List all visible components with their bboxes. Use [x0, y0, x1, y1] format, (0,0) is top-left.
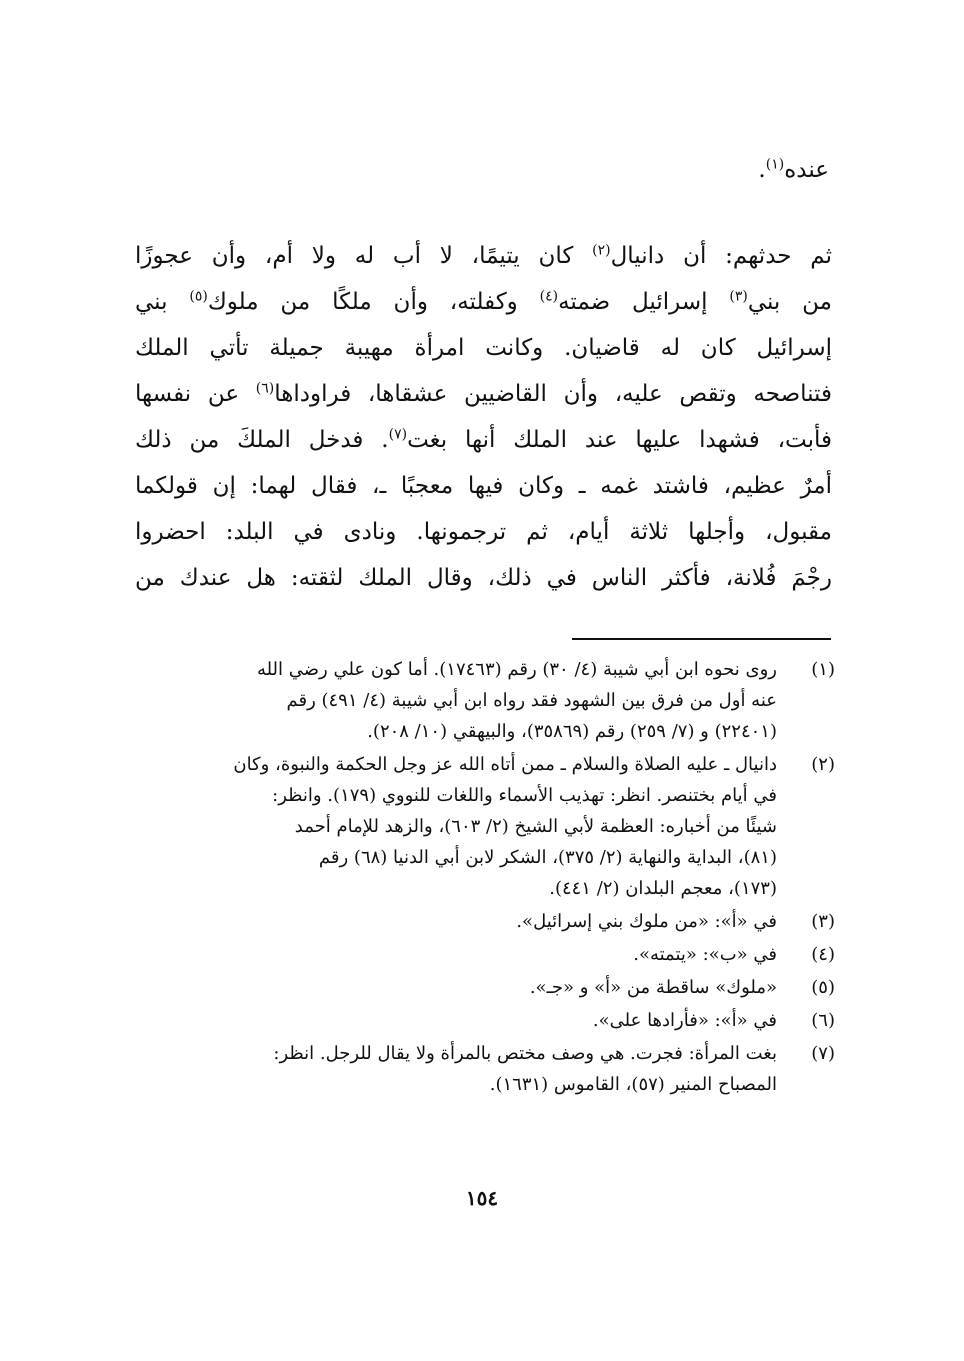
text-segment: ثم حدثهم: أن دانيال	[610, 243, 832, 269]
main-text	[135, 233, 832, 601]
footnote-marker: (٥)	[189, 288, 208, 305]
footnote-item	[135, 906, 835, 937]
text-segment: فأبت، فشهدا عليها عند الملك أنها بغت	[407, 427, 833, 453]
text-segment: وكفلته، وأن ملكًا من ملوك	[207, 289, 540, 315]
footnote-line: دانيال ـ عليه الصلاة والسلام ـ ممن أتاه الله عز وجل الحكمة والنبوة، وكان	[233, 754, 777, 775]
text-segment: إسرائيل كان له قاضيان. وكانت امرأة مهيبة جميلة تأتي الملك	[135, 335, 832, 361]
footnote-item	[135, 1005, 835, 1036]
continued-end-mark: .	[758, 157, 766, 183]
footnote-item	[135, 1038, 835, 1100]
footnote-line: في «أ»: «فأرادها على».	[592, 1010, 777, 1031]
footnote-text	[135, 1038, 777, 1100]
text-segment: بني	[135, 289, 190, 315]
continued-word: عنده	[784, 157, 829, 183]
footnote-line: (١٧٣)، معجم البلدان (٢/ ٤٤١).	[549, 878, 777, 899]
footnote-number: (٥)	[811, 977, 835, 998]
text-line	[135, 417, 832, 463]
footnote-marker: (٤)	[539, 288, 559, 305]
footnote-number: (٦)	[811, 1010, 835, 1031]
page-number: ١٥٤	[465, 1186, 499, 1210]
footnote-line: شيئًا من أخباره: العظمة لأبي الشيخ (٢/ ٦٠٣)، والزهد للإمام أحمد	[294, 816, 777, 837]
text-line	[135, 509, 832, 555]
text-segment: عن نفسها	[135, 381, 256, 407]
footnote-text	[135, 972, 777, 1003]
footnotes-section	[135, 654, 835, 1102]
footnote-text	[135, 939, 777, 970]
text-segment: فتناصحه وتقص عليه، وأن القاضيين عشقاها، فراوداها	[274, 381, 832, 407]
footnote-text	[135, 654, 777, 747]
footnote-text	[135, 749, 777, 904]
text-segment: رجْمَ فُلانة، فأكثر الناس في ذلك، وقال الملك لثقته: هل عندك من	[135, 565, 832, 591]
footnote-number: (١)	[811, 659, 835, 680]
footnote-number: (٢)	[811, 754, 835, 775]
text-segment: . فدخل الملكَ من ذلك	[135, 427, 389, 453]
footnote-line: (٨١)، البداية والنهاية (٢/ ٣٧٥)، الشكر لابن أبي الدنيا (٦٨) رقم	[318, 847, 777, 868]
text-segment: كان يتيمًا، لا أب له ولا أم، وأن عجوزًا	[135, 243, 593, 269]
text-line	[135, 233, 832, 279]
text-line	[135, 325, 832, 371]
text-segment: أمرٌ عظيم، فاشتد غمه ـ وكان فيها معجبًا ـ، فقال لهما: إن قولكما	[135, 473, 832, 499]
footnote-line: عنه أول من فرق بين الشهود فقد رواه ابن أبي شيبة (٤/ ٤٩١) رقم	[286, 690, 777, 711]
footnote-number: (٧)	[811, 1043, 835, 1064]
text-line	[135, 555, 832, 601]
footnote-marker: (٢)	[592, 242, 611, 259]
text-line	[135, 463, 832, 509]
text-line	[135, 279, 832, 325]
footnote-marker: (٧)	[388, 426, 408, 443]
footnote-line: المصباح المنير (٥٧)، القاموس (١٦٣١).	[489, 1074, 777, 1095]
footnote-line: (٢٢٤٠١) و (٧/ ٢٥٩) رقم (٣٥٨٦٩)، والبيهقي (١٠/ ٢٠٨).	[367, 721, 777, 742]
footnote-text	[135, 906, 777, 937]
text-segment: إسرائيل ضمته	[558, 289, 730, 315]
text-segment: مقبول، وأجلها ثلاثة أيام، ثم ترجمونها. ونادى في البلد: احضروا	[135, 519, 832, 545]
text-segment: من بني	[747, 289, 832, 315]
footnote-line: في «ب»: «يتمته».	[633, 944, 777, 965]
footnote-item	[135, 972, 835, 1003]
footnote-line: «ملوك» ساقطة من «أ» و «جـ».	[529, 977, 777, 998]
footnote-item	[135, 749, 835, 904]
footnote-line: في «أ»: «من ملوك بني إسرائيل».	[516, 911, 777, 932]
continued-text-line	[758, 150, 829, 190]
footnote-number: (٤)	[811, 944, 835, 965]
footnote-marker: (٣)	[729, 288, 748, 305]
footnote-text	[135, 1005, 777, 1036]
footnote-number: (٣)	[811, 911, 835, 932]
footnote-separator	[572, 638, 831, 640]
footnote-item	[135, 654, 835, 747]
footnote-line: روى نحوه ابن أبي شيبة (٤/ ٣٠) رقم (١٧٤٦٣). أما كون علي رضي الله	[256, 659, 777, 680]
footnote-marker: (٦)	[255, 380, 275, 397]
footnote-line: في أيام بختنصر. انظر: تهذيب الأسماء واللغات للنووي (١٧٩). وانظر:	[272, 785, 777, 806]
text-line	[135, 371, 832, 417]
footnote-item	[135, 939, 835, 970]
footnote-line: بغت المرأة: فجرت. هي وصف مختص بالمرأة ولا يقال للرجل. انظر:	[273, 1043, 777, 1064]
footnote-marker: (١)	[765, 156, 785, 173]
